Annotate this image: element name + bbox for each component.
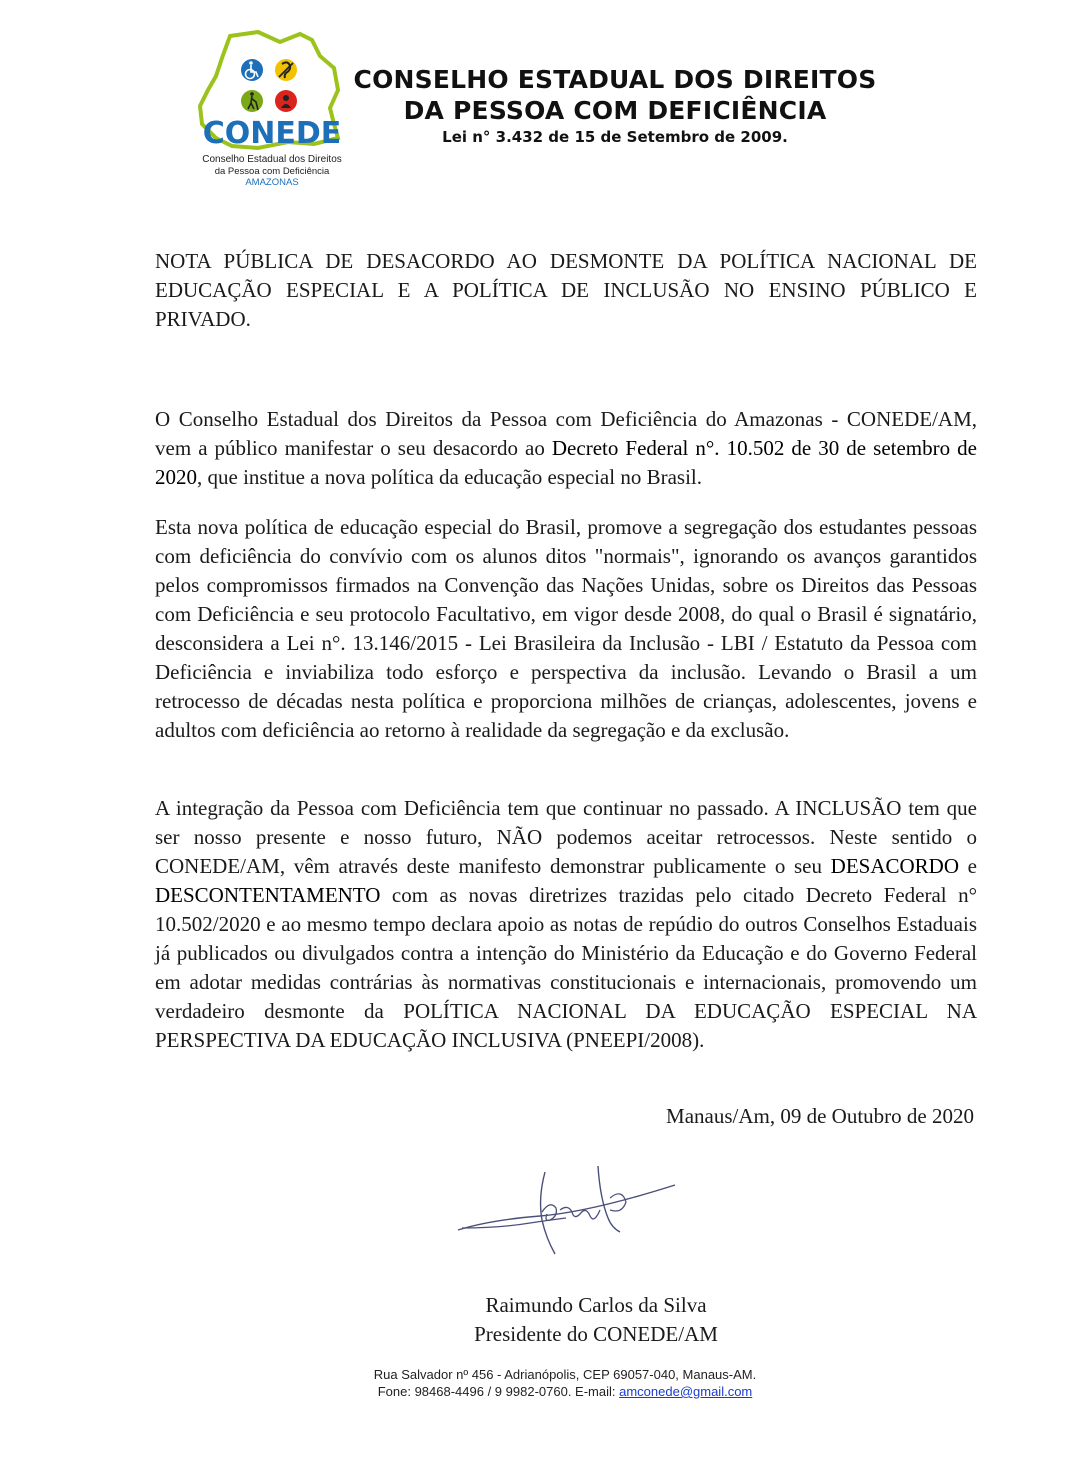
logo-name: CONEDE [202, 116, 342, 151]
paragraph-1-before: O Conselho Estadual dos Direitos da Pessoa com Deficiência do Amazonas - CONEDE/AM, vem a público manifestar o seu desacordo ao [155, 407, 977, 460]
logo-state: AMAZONAS [245, 177, 299, 188]
hearing-icon [275, 59, 297, 81]
footer-email-link[interactable]: amconede@gmail.com [619, 1384, 753, 1399]
logo-subtitle-1: Conselho Estadual dos Direitos [202, 154, 342, 165]
paragraph-3-part2: e [959, 854, 977, 878]
desacordo-highlight: DESACORDO [830, 854, 960, 878]
signer-block [396, 1291, 796, 1349]
council-title-line2: DA PESSOA COM DEFICIÊNCIA [403, 96, 827, 125]
footer [300, 1366, 830, 1400]
paragraph-3-part1: A integração da Pessoa com Deficiência tem que continuar no passado. A INCLUSÃO tem que ser nosso presente e nosso futuro, NÃO podemos aceitar retrocessos. Neste sentido o CONEDE/AM, vêm através deste manifesto demonstrar publicamente o seu [155, 796, 977, 878]
blind-walking-icon [241, 90, 263, 112]
footer-address: Rua Salvador nº 456 - Adrianópolis, CEP 69057-040, Manaus-AM. [373, 1367, 757, 1382]
paragraph-3-part3: com as novas diretrizes trazidas pelo citado Decreto Federal n° 10.502/2020 e ao mesmo tempo declara apoio as notas de repúdio do outros Conselhos Estaduais já publicados ou divulgados contra a intenção do Ministério da Educação e do Governo Federal em adotar medidas contrárias às normativas constitucionais e internacionais, promovendo um verdadeiro desmonte da POLÍTICA NACIONAL DA EDUCAÇÃO ESPECIAL NA PERSPECTIVA DA EDUCAÇÃO INCLUSIVA (PNEEPI/2008). [155, 883, 977, 1052]
paragraph-1-after: , que institue a nova política da educação especial no Brasil. [197, 465, 702, 489]
descontentamento-highlight: DESCONTENTAMENTO [155, 883, 381, 907]
signer-role: Presidente do CONEDE/AM [474, 1322, 718, 1346]
signer-name: Raimundo Carlos da Silva [485, 1293, 707, 1317]
footer-contact [300, 1383, 830, 1400]
conede-logo [188, 28, 360, 190]
paragraph-1 [155, 405, 977, 492]
logo-subtitle-2: da Pessoa com Deficiência [214, 166, 330, 177]
council-law: Lei n° 3.432 de 15 de Setembro de 2009. [442, 128, 788, 146]
council-title [345, 64, 885, 126]
paragraph-3 [155, 794, 977, 1055]
place-date: Manaus/Am, 09 de Outubro de 2020 [666, 1104, 974, 1128]
wheelchair-icon [241, 59, 263, 81]
handwritten-signature [450, 1158, 690, 1263]
council-title-line1: CONSELHO ESTADUAL DOS DIREITOS [353, 65, 877, 94]
intellectual-icon [275, 90, 297, 112]
note-headline: NOTA PÚBLICA DE DESACORDO AO DESMONTE DA POLÍTICA NACIONAL DE EDUCAÇÃO ESPECIAL E A POLÍTICA DE INCLUSÃO NO ENSINO PÚBLICO E PRIVADO. [155, 249, 977, 331]
footer-phone: Fone: 98468-4496 / 9 9982-0760. E-mail: [377, 1384, 620, 1399]
decree-highlight: Decreto Federal n°. 10.502 de 30 de setembro de 2020 [155, 436, 977, 489]
paragraph-2: Esta nova política de educação especial do Brasil, promove a segregação dos estudantes pessoas com deficiência do convívio com os alunos ditos "normais", ignorando os avanços garantidos pelos compromissos firmados na Convenção das Nações Unidas, sobre os Direitos das Pessoas com Deficiência e seu protocolo Facultativo, em vigor desde 2008, do qual o Brasil é signatário, desconsidera a Lei n°. 13.146/2015 - Lei Brasileira da Inclusão - LBI / Estatuto da Pessoa com Deficiência e inviabiliza todo esforço e perspectiva da inclusão. Levando o Brasil a um retrocesso de décadas nesta política e proporciona milhões de crianças, adolescentes, jovens e adultos com deficiência ao retorno à realidade da segregação e da exclusão. [155, 515, 977, 742]
